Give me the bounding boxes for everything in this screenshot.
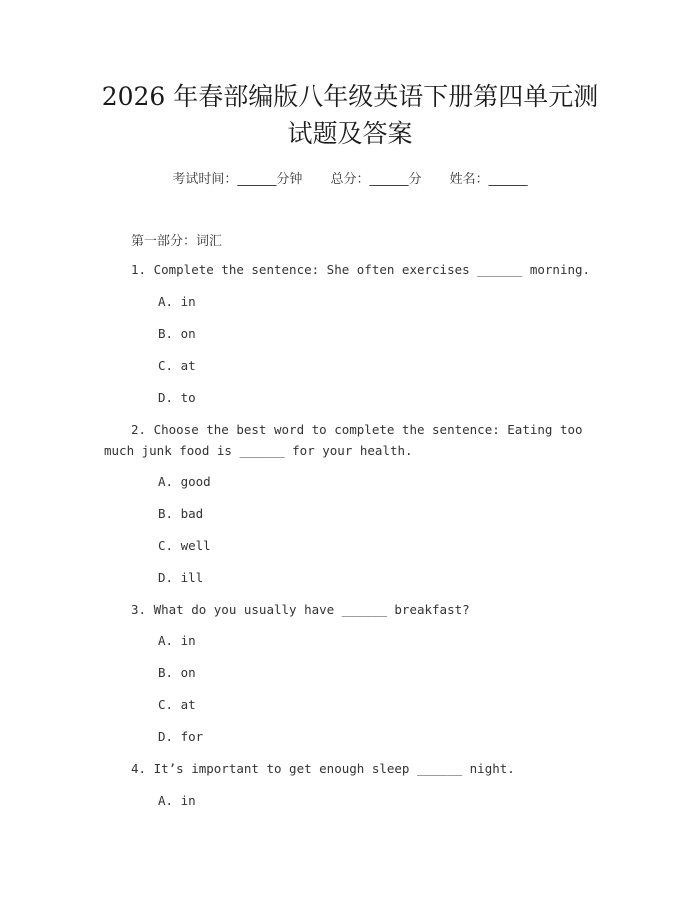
question-2: 2. Choose the best word to complete the sentence: Eating too much junk food is ______ for your health. [104,422,583,458]
question-2-option-d: D. ill [158,570,204,585]
section-heading: 第一部分：词汇 [131,234,223,249]
exam-time: 考试时间：______分钟 [172,172,303,187]
question-2-option-b: B. bad [158,506,204,521]
question-3-option-a: A. in [158,633,196,648]
question-4-option-a: A. in [158,793,196,808]
page-title: 2026 年春部编版八年级英语下册第四单元测试题及答案 [101,82,599,148]
exam-name: 姓名：______ [449,172,528,187]
question-1-option-b: B. on [158,326,196,341]
question-1: 1. Complete the sentence: She often exercises ______ morning. [131,262,591,277]
question-3-option-b: B. on [158,665,196,680]
exam-score: 总分：______分 [330,172,422,187]
question-1-option-c: C. at [158,358,196,373]
exam-info [0,168,700,187]
question-3: 3. What do you usually have ______ breakfast? [131,602,470,617]
question-1-option-a: A. in [158,294,196,309]
question-2-option-a: A. good [158,474,211,489]
question-3-option-d: D. for [158,729,204,744]
question-4: 4. It’s important to get enough sleep ______ night. [131,761,515,776]
question-3-option-c: C. at [158,697,196,712]
question-1-option-d: D. to [158,390,196,405]
question-2-option-c: C. well [158,538,211,553]
